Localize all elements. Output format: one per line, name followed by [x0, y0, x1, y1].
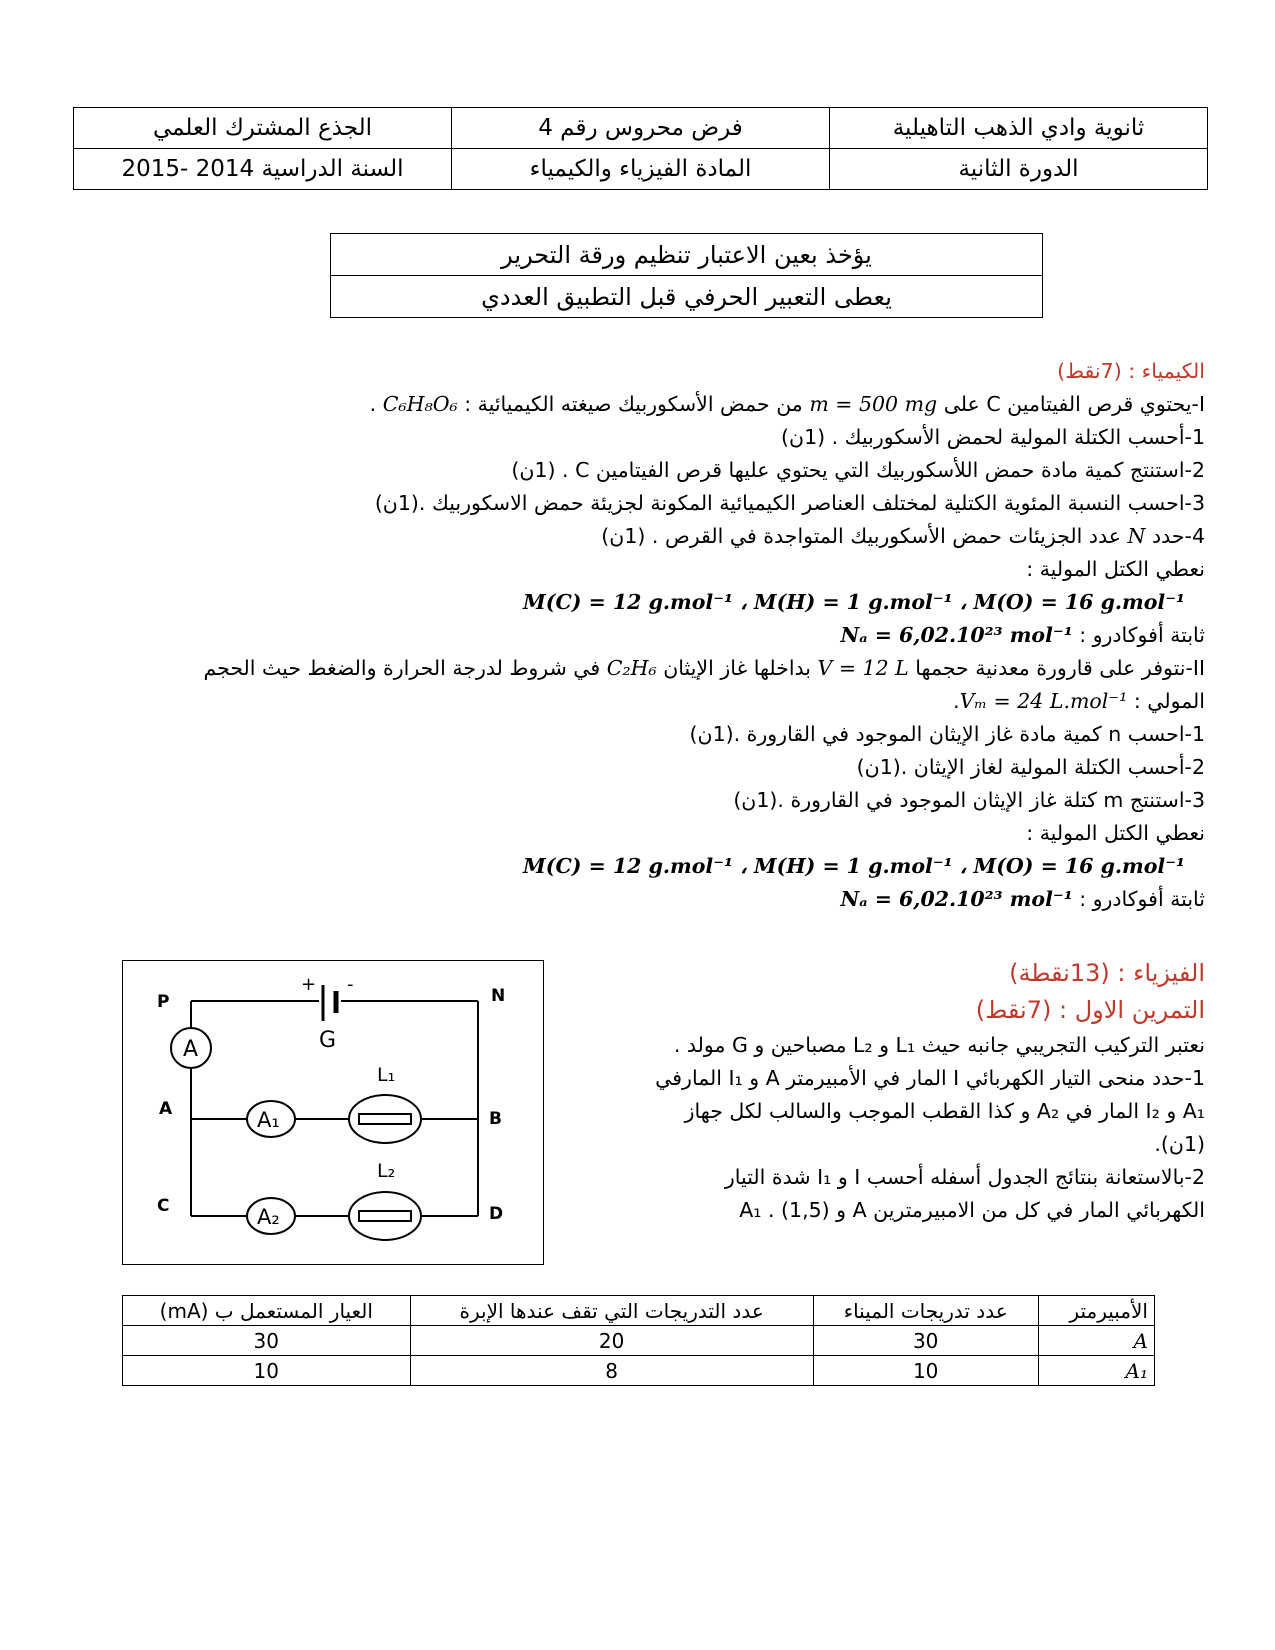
instructions-box — [330, 233, 1043, 318]
physics-title: الفيزياء : (13نقطة) — [1009, 959, 1205, 987]
question-2: 2-استنتج كمية مادة حمض اللأسكوربيك التي يحتوي عليها قرص الفيتامين C . (1ن) — [511, 458, 1205, 482]
table-cell: 10 — [813, 1356, 1038, 1386]
ammeter-a1-label: A₁ — [257, 1108, 280, 1132]
circuit-diagram — [122, 960, 544, 1265]
chemistry-title: الكيمياء : (7نقط) — [1057, 359, 1205, 383]
table-cell: 10 — [123, 1356, 411, 1386]
ammeter-a-label: A — [183, 1037, 199, 1062]
physics-line-2: 1-حدد منحى التيار الكهربائي I المار في الأمبيرمتر A و I₁ المارفي — [655, 1066, 1205, 1090]
generator-label: G — [319, 1028, 337, 1053]
part-2-molar-volume: المولي : Vₘ = 24 L.mol⁻¹. — [953, 689, 1205, 713]
battery-plus: + — [301, 974, 317, 995]
lamp-l2-label: L₂ — [377, 1160, 396, 1182]
molar-masses-2: M(C) = 12 g.mol⁻¹ ، M(H) = 1 g.mol⁻¹ ، M(O) = 16 g.mol⁻¹ — [523, 854, 1185, 878]
physics-line-6: الكهربائي المار في كل من الامبيرمترين A و A₁ . (1,5) — [739, 1198, 1205, 1222]
physics-line-5: 2-بالاستعانة بنتائج الجدول أسفله أحسب I و I₁ شدة التيار — [724, 1165, 1205, 1189]
table-cell: 30 — [123, 1326, 411, 1356]
ammeter-table — [122, 1295, 1155, 1386]
battery-minus: - — [347, 974, 354, 995]
table-row — [123, 1356, 1155, 1386]
table-header: عدد التدريجات التي تقف عندها الإبرة — [410, 1296, 813, 1326]
chemistry-section — [55, 355, 1205, 916]
label-d: D — [489, 1204, 504, 1224]
avogadro: ثابتة أفوكادرو : Nₐ = 6,02.10²³ mol⁻¹ — [840, 623, 1205, 647]
session: الدورة الثانية — [830, 149, 1208, 190]
mass-value: m = 500 mg — [809, 392, 938, 416]
header-table — [73, 107, 1208, 190]
table-header: الأمبيرمتر — [1038, 1296, 1154, 1326]
class-level: الجذع المشترك العلمي — [74, 108, 452, 149]
question-4: 4-حدد N عدد الجزيئات حمض الأسكوربيك المتواجدة في القرص . (1ن) — [601, 524, 1205, 548]
part-2-statement: II-نتوفر على قارورة معدنية حجمها V = 12 L بداخلها غاز الإيثان C₂H₆ في شروط لدرجة الحرارة والضغط حيث الحجم — [203, 656, 1205, 680]
table-row — [123, 1326, 1155, 1356]
part-1-statement: I-يحتوي قرص الفيتامين C على m = 500 mg من حمض الأسكوربيك صيغته الكيميائية : C₆H₈O₆ . — [369, 392, 1205, 416]
label-n: N — [491, 986, 506, 1006]
molar-masses-label: نعطي الكتل المولية : — [1026, 557, 1205, 581]
label-c: C — [157, 1196, 170, 1216]
part-2-question-1: 1-احسب n كمية مادة غاز الإيثان الموجود في القارورة .(1ن) — [689, 722, 1205, 746]
ammeter-a2-label: A₂ — [257, 1205, 280, 1229]
table-header: العيار المستعمل ب (mA) — [123, 1296, 411, 1326]
subject: المادة الفيزياء والكيمياء — [452, 149, 830, 190]
school-name: ثانوية وادي الذهب التاهيلية — [830, 108, 1208, 149]
physics-line-1: نعتبر التركيب التجريبي جانبه حيث L₁ و L₂ مصباحين و G مولد . — [673, 1033, 1205, 1057]
label-b: B — [489, 1109, 502, 1129]
part-2-question-3: 3-استنتج m كتلة غاز الإيثان الموجود في القارورة .(1ن) — [733, 788, 1205, 812]
lamp-l1-label: L₁ — [377, 1064, 396, 1086]
table-header-row — [123, 1296, 1155, 1326]
table-cell: A — [1038, 1326, 1154, 1356]
table-cell: 8 — [410, 1356, 813, 1386]
table-cell: 30 — [813, 1326, 1038, 1356]
exercise-1-title: التمرين الاول : (7نقط) — [975, 996, 1205, 1024]
table-header: عدد تدريجات الميناء — [813, 1296, 1038, 1326]
school-year: السنة الدراسية 2014 -2015 — [74, 149, 452, 190]
question-3: 3-احسب النسبة المئوية الكتلية لمختلف العناصر الكيميائية المكونة لجزيئة حمض الاسكوربيك .(1ن) — [374, 491, 1205, 515]
exam-title: فرض محروس رقم 4 — [452, 108, 830, 149]
physics-line-4: (1ن). — [1154, 1132, 1205, 1156]
avogadro-2: ثابتة أفوكادرو : Nₐ = 6,02.10²³ mol⁻¹ — [840, 887, 1205, 911]
physics-line-3: A₁ و I₂ المار في A₂ و كذا القطب الموجب والسالب لكل جهاز — [684, 1099, 1205, 1123]
table-cell: A₁ — [1038, 1356, 1154, 1386]
table-cell: 20 — [410, 1326, 813, 1356]
physics-section — [590, 955, 1205, 1227]
molar-masses: M(C) = 12 g.mol⁻¹ ، M(H) = 1 g.mol⁻¹ ، M(O) = 16 g.mol⁻¹ — [523, 590, 1185, 614]
label-a: A — [159, 1099, 173, 1119]
molar-masses-label-2: نعطي الكتل المولية : — [1026, 821, 1205, 845]
part-2-question-2: 2-أحسب الكتلة المولية لغاز الإيثان .(1ن) — [856, 755, 1205, 779]
label-p: P — [157, 992, 170, 1012]
question-1: 1-أحسب الكتلة المولية لحمض الأسكوربيك . (1ن) — [781, 425, 1205, 449]
instruction-2: يعطى التعبير الحرفي قبل التطبيق العددي — [331, 276, 1043, 318]
ascorbic-formula: C₆H₈O₆ — [382, 392, 458, 416]
instruction-1: يؤخذ بعين الاعتبار تنظيم ورقة التحرير — [331, 234, 1043, 276]
